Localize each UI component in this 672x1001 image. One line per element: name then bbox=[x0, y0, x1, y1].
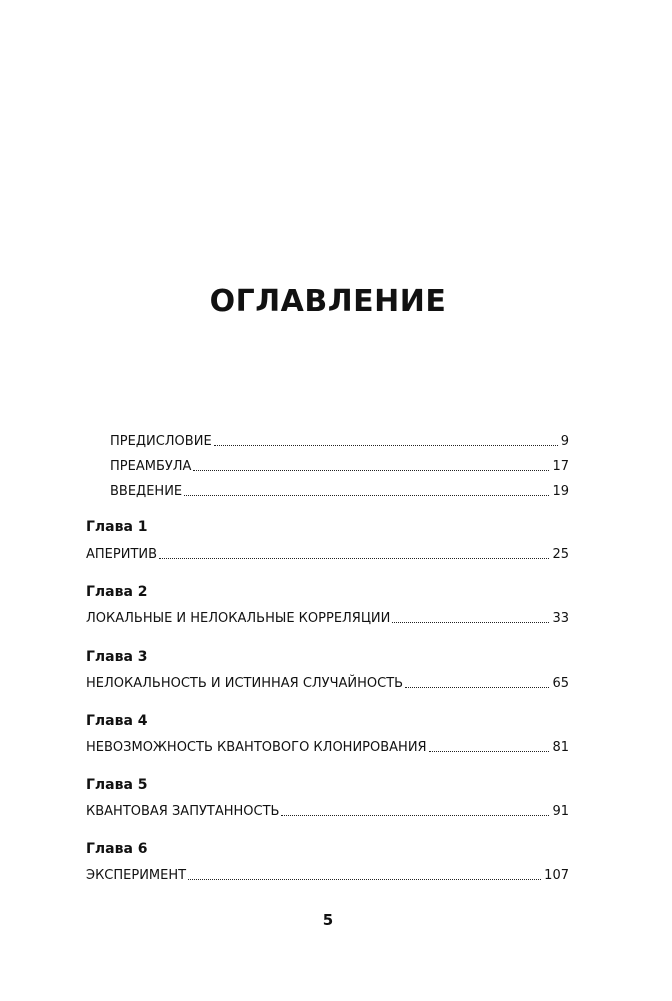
toc-entry-page: 25 bbox=[552, 547, 569, 562]
dot-leader bbox=[392, 621, 549, 623]
toc-entry-preface bbox=[110, 430, 569, 450]
toc-entry-label: НЕВОЗМОЖНОСТЬ КВАНТОВОГО КЛОНИРОВАНИЯ bbox=[86, 740, 427, 755]
dot-leader bbox=[429, 750, 550, 752]
toc-entry-label: НЕЛОКАЛЬНОСТЬ И ИСТИННАЯ СЛУЧАЙНОСТЬ bbox=[86, 676, 404, 691]
chapter-heading: Глава 1 bbox=[86, 519, 148, 535]
chapter-heading: Глава 2 bbox=[86, 584, 148, 600]
dot-leader bbox=[405, 686, 549, 688]
toc-entry-page: 65 bbox=[552, 676, 569, 691]
page-title: ОГЛАВЛЕНИЕ bbox=[209, 284, 447, 319]
dot-leader bbox=[193, 469, 549, 471]
toc-entry-label: АПЕРИТИВ bbox=[86, 547, 158, 562]
toc-entry-page: 107 bbox=[544, 868, 569, 883]
dot-leader bbox=[184, 494, 549, 496]
toc-entry-preamble bbox=[110, 455, 569, 475]
chapter-heading: Глава 6 bbox=[86, 841, 148, 857]
chapter-heading: Глава 3 bbox=[86, 649, 148, 665]
toc-entry-page: 17 bbox=[552, 459, 569, 474]
toc-entry-chapter-3 bbox=[86, 672, 569, 692]
toc-entry-introduction bbox=[110, 480, 569, 500]
toc-entry-page: 19 bbox=[552, 484, 569, 499]
page-number: 5 bbox=[322, 911, 334, 929]
toc-entry-page: 81 bbox=[552, 740, 569, 755]
toc-entry-label: ЛОКАЛЬНЫЕ И НЕЛОКАЛЬНЫЕ КОРРЕЛЯЦИИ bbox=[86, 611, 391, 626]
dot-leader bbox=[281, 814, 549, 816]
toc-entry-page: 9 bbox=[560, 434, 569, 449]
toc-entry-chapter-2 bbox=[86, 607, 569, 627]
dot-leader bbox=[159, 557, 549, 559]
toc-entry-page: 91 bbox=[552, 804, 569, 819]
toc-entry-chapter-5 bbox=[86, 800, 569, 820]
toc-entry-label: ПРЕДИСЛОВИЕ bbox=[110, 434, 212, 449]
dot-leader bbox=[214, 444, 558, 446]
chapter-heading: Глава 4 bbox=[86, 713, 148, 729]
toc-entry-label: КВАНТОВАЯ ЗАПУТАННОСТЬ bbox=[86, 804, 280, 819]
toc-entry-label: ПРЕАМБУЛА bbox=[110, 459, 192, 474]
toc-entry-chapter-4 bbox=[86, 736, 569, 756]
dot-leader bbox=[188, 878, 541, 880]
toc-entry-label: ВВЕДЕНИЕ bbox=[110, 484, 183, 499]
chapter-heading: Глава 5 bbox=[86, 777, 148, 793]
toc-entry-label: ЭКСПЕРИМЕНТ bbox=[86, 868, 187, 883]
toc-entry-chapter-1 bbox=[86, 543, 569, 563]
toc-entry-chapter-6 bbox=[86, 864, 569, 884]
toc-entry-page: 33 bbox=[552, 611, 569, 626]
